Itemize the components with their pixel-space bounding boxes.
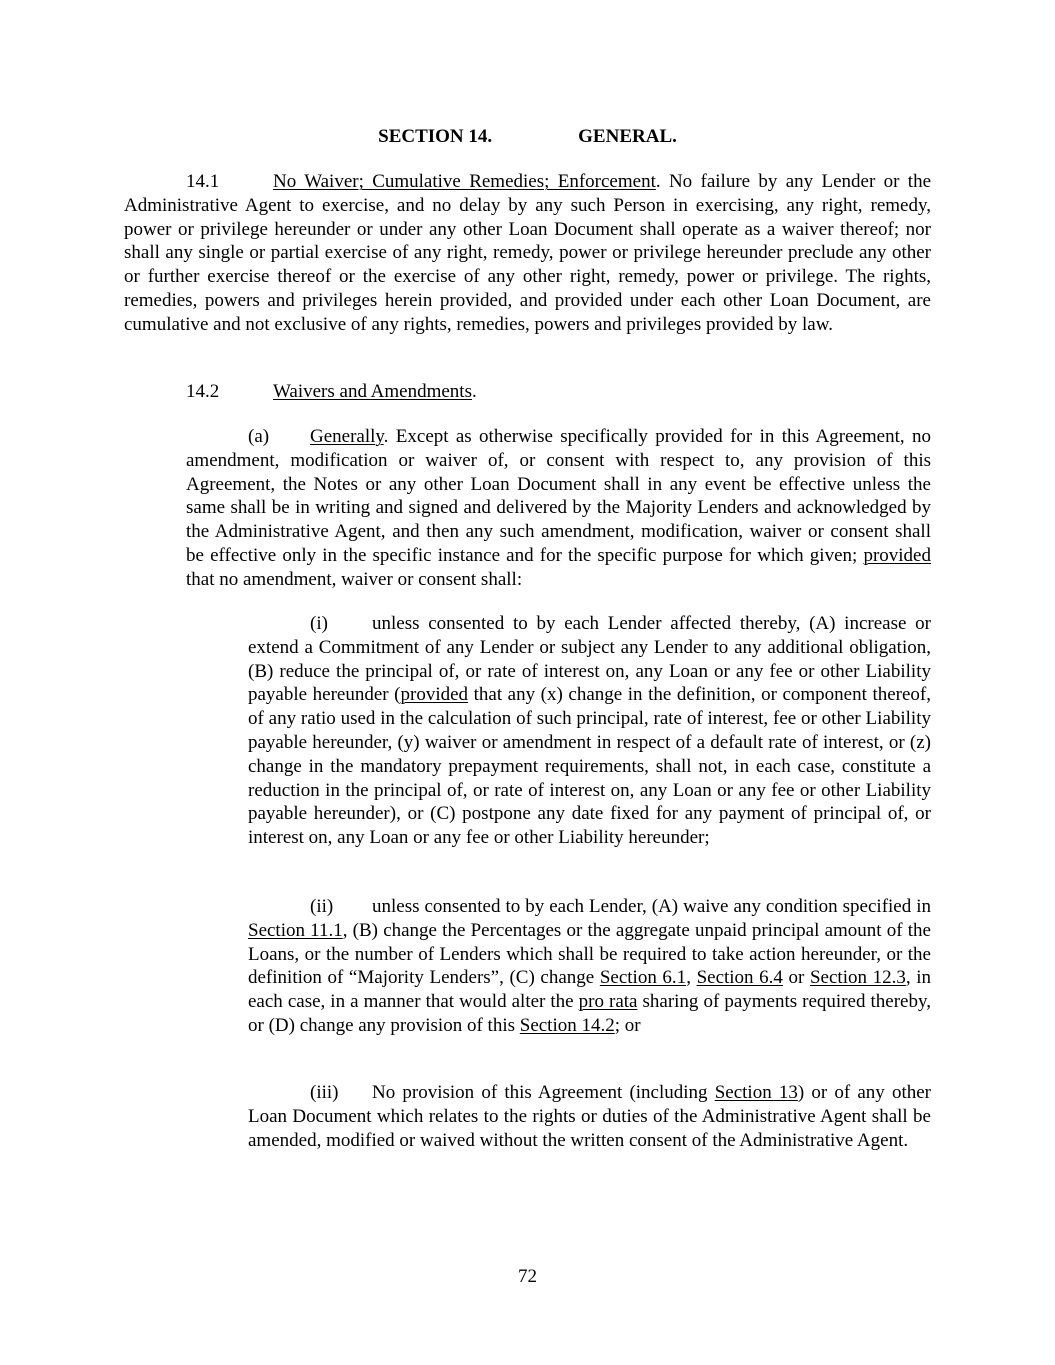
clause-caption: Generally	[310, 426, 384, 447]
clause-text: .	[471, 381, 477, 402]
section-reference: Section 14.2	[519, 1014, 615, 1036]
section-title: GENERAL.	[578, 126, 677, 147]
clause-text: unless consented to by each Lender affected thereby, (A) increase or extend a Commitment of any Lender or subject any Lender to any additional obligation, (B) reduce the principal of, or rate of interest on, any Loan or any fee or other Liability payable hereunder (	[248, 613, 931, 706]
clause-number: (i)	[310, 613, 328, 634]
proviso-term: provided	[400, 684, 469, 706]
page-number: 72	[518, 1266, 537, 1287]
clause-text: that no amendment, waiver or consent shall:	[186, 568, 523, 590]
clause-text: that any (x) change in the definition, or component thereof, of any ratio used in the calculation of such principal, rate of interest, fee or other Liability payable hereunder, (y) waiver or amendment in respect of a default rate of interest, or (z) change in the mandatory prepayment requirements, shall not, in each case, constitute a reduction in the principal of, or rate of interest on, any Loan or any fee or other Liability payable hereunder), or (C) postpone any date fixed for any payment of principal of, or interest on, any Loan or any fee or other Liability hereunder;	[248, 684, 932, 849]
clause-text: , in each case, in a manner that would alter the	[248, 967, 931, 1013]
section-reference: Section 12.3	[809, 967, 906, 989]
clause-text: ) or of any other Loan Document which relates to the rights or duties of the Administrative Agent shall be amended, modified or waived without the written consent of the Administrative Agent.	[248, 1082, 931, 1151]
paragraph-14-2	[124, 380, 931, 404]
clause-text: No provision of this Agreement (including	[372, 1082, 715, 1103]
section-reference: Section 6.1	[599, 967, 687, 989]
clause-text: sharing of payments required thereby, or (D) change any provision of this	[248, 991, 931, 1036]
clause-caption: No Waiver; Cumulative Remedies; Enforcement	[273, 171, 656, 192]
clause-text: or	[782, 967, 810, 989]
section-reference: Section 13	[714, 1082, 798, 1103]
clause-text: . No failure by any Lender or the Administrative Agent to exercise, and no delay by any such Person in exercising, any right, remedy, power or privilege hereunder or under any other Loan Document shall operate as a waiver thereof; nor shall any single or partial exercise of any right, remedy, power or privilege hereunder preclude any other or further exercise thereof or the exercise of any other right, remedy, power or privilege. The rights, remedies, powers and privileges herein provided, and provided under each other Loan Document, are cumulative and not exclusive of any rights, remedies, powers and privileges provided by law.	[124, 171, 932, 335]
clause-number: 14.2	[186, 381, 220, 402]
section-reference: Section 6.4	[696, 967, 783, 989]
clause-text: , (B) change the Percentages or the aggregate unpaid principal amount of the Loans, or the number of Lenders which shall be required to take action hereunder, or the definition of “Majority Lenders”, (C) change	[248, 919, 931, 989]
clause-caption: Waivers and Amendments	[273, 381, 472, 402]
section-reference: Section 11.1	[248, 919, 343, 941]
paragraph-i	[248, 612, 931, 850]
paragraph-14-1	[124, 170, 931, 337]
paragraph-iii	[248, 1081, 931, 1152]
clause-text: . Except as otherwise specifically provided for in this Agreement, no amendment, modification or waiver of, or consent with respect to, any provision of this Agreement, the Notes or any other Loan Document shall in any event be effective unless the same shall be in writing and signed and delivered by the Majority Lenders and acknowledged by the Administrative Agent, and then any such amendment, modification, waiver or consent shall be effective only in the specific instance and for the specific purpose for which given;	[186, 426, 931, 566]
pro-rata-term: pro rata	[578, 991, 638, 1013]
clause-text: ,	[686, 967, 697, 989]
section-number: SECTION 14.	[378, 126, 493, 147]
proviso-term: provided	[863, 544, 931, 566]
paragraph-ii	[248, 895, 931, 1038]
clause-number: (a)	[248, 426, 270, 447]
clause-number: 14.1	[186, 171, 220, 192]
clause-text: ; or	[614, 1014, 641, 1036]
clause-number: (ii)	[310, 896, 334, 917]
clause-number: (iii)	[310, 1082, 339, 1103]
clause-text: unless consented to by each Lender, (A) waive any condition specified in	[372, 896, 931, 917]
paragraph-a	[186, 425, 931, 592]
section-heading	[0, 125, 1055, 149]
